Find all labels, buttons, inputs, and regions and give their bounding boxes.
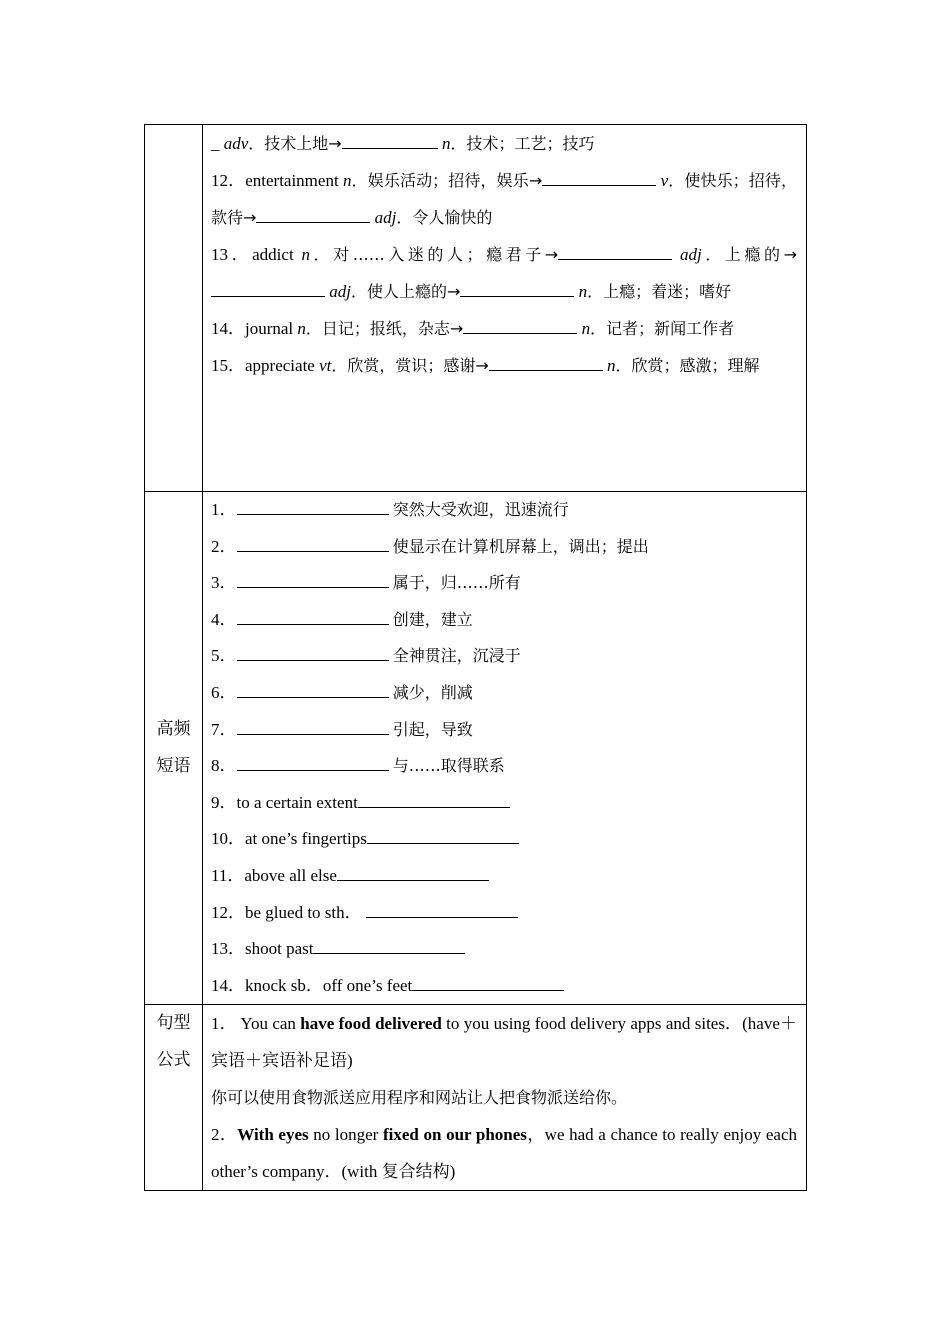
fill-blank[interactable] — [237, 573, 389, 588]
phrase-item: 8． 与……取得联系 — [211, 756, 505, 776]
fill-blank[interactable] — [237, 646, 389, 661]
fill-blank[interactable] — [237, 500, 389, 515]
fill-blank[interactable] — [237, 537, 389, 552]
phrase-item: 2． 使显示在计算机屏幕上，调出；提出 — [211, 536, 649, 556]
phrase-item: 5． 全神贯注，沉浸于 — [211, 646, 521, 666]
vocab-item-14: 14．journal n．日记；报纸，杂志→ n．记者；新闻工作者 — [211, 319, 735, 338]
vocab-line-top: _ adv．技术上地→ n．技术；工艺；技巧 — [211, 134, 595, 153]
vocab-item-15: 15．appreciate vt．欣赏，赏识；感谢→ n．欣赏；感激；理解 — [211, 356, 760, 375]
sentence-1-translation: 你可以使用食物派送应用程序和网站让人把食物派送给你。 — [211, 1088, 628, 1108]
vocab-item-13: 13．addict n．对……入迷的人；瘾君子→ adj．上瘾的→ adj．使人上瘾的→ n．上瘾；着迷；嗜好 — [211, 245, 797, 301]
sentence-1: 1． You can have food delivered to you using food delivery apps and sites．(have＋宾语＋宾语补足语) — [211, 1014, 797, 1071]
fill-blank[interactable] — [342, 134, 438, 149]
fill-blank[interactable] — [256, 208, 370, 223]
vocab-label-cell — [145, 125, 203, 492]
fill-blank[interactable] — [337, 866, 489, 881]
phrase-item: 3． 属于，归……所有 — [211, 573, 521, 593]
phrase-item: 6． 减少，削减 — [211, 682, 473, 702]
fill-blank[interactable] — [237, 683, 389, 698]
fill-blank[interactable] — [237, 720, 389, 735]
fill-blank[interactable] — [463, 319, 577, 334]
fill-blank[interactable] — [558, 245, 672, 260]
fill-blank[interactable] — [358, 793, 510, 808]
phrase-item: 4． 创建，建立 — [211, 609, 473, 629]
phrase-item: 12．be glued to sth． — [211, 895, 797, 932]
fill-blank[interactable] — [489, 356, 603, 371]
fill-blank[interactable] — [542, 171, 656, 186]
phrase-item: 9．to a certain extent — [211, 785, 797, 822]
vocab-cell — [203, 125, 807, 492]
phrase-item: 14．knock sb．off one’s feet — [211, 968, 797, 1005]
fill-blank[interactable] — [366, 903, 518, 918]
fill-blank[interactable] — [460, 282, 574, 297]
sentence-2: 2．With eyes no longer fixed on our phones，we had a chance to really enjoy each other’s company．(with 复合结构) — [211, 1125, 798, 1182]
fill-blank[interactable] — [237, 756, 389, 771]
study-table — [144, 124, 807, 1191]
fill-blank[interactable] — [367, 829, 519, 844]
sentences-cell — [203, 1005, 807, 1191]
fill-blank[interactable] — [313, 939, 465, 954]
phrase-item: 7． 引起，导致 — [211, 719, 473, 739]
phrase-item: 1． 突然大受欢迎，迅速流行 — [211, 500, 569, 519]
phrase-item: 13．shoot past — [211, 931, 797, 968]
fill-blank[interactable] — [211, 282, 325, 297]
phrase-item: 11．above all else — [211, 858, 797, 895]
fill-blank[interactable] — [237, 610, 389, 625]
phrases-label: 高频 短语 — [145, 492, 203, 1005]
phrases-cell — [203, 492, 807, 1005]
sentences-label: 句型 公式 — [145, 1005, 203, 1191]
vocab-item-12: 12．entertainment n．娱乐活动；招待，娱乐→ v．使快乐；招待，款待→ adj．令人愉快的 — [211, 171, 797, 227]
phrase-item: 10．at one’s fingertips — [211, 821, 797, 858]
fill-blank[interactable] — [412, 976, 564, 991]
